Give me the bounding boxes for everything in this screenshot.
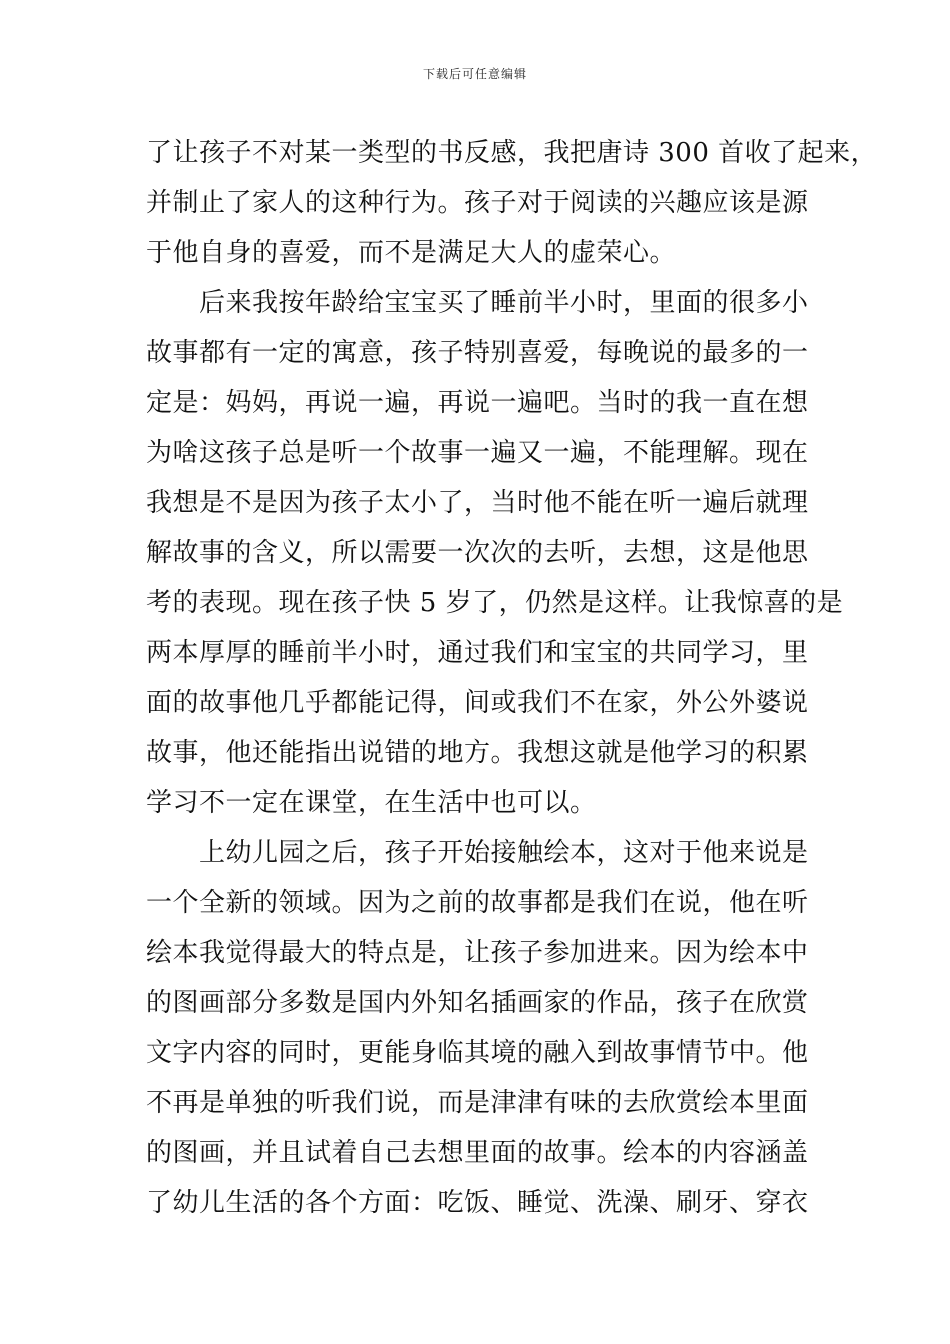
text-line: 定是：妈妈，再说一遍，再说一遍吧。当时的我一直在想 bbox=[146, 388, 809, 418]
text-line: 绘本我觉得最大的特点是，让孩子参加进来。因为绘本中 bbox=[146, 938, 809, 968]
text-line: 上幼儿园之后，孩子开始接触绘本，这对于他来说是 bbox=[146, 838, 809, 868]
text-line: 并制止了家人的这种行为。孩子对于阅读的兴趣应该是源 bbox=[146, 188, 809, 218]
text-line: 文字内容的同时，更能身临其境的融入到故事情节中。他 bbox=[146, 1038, 809, 1068]
text-line: 故事，他还能指出说错的地方。我想这就是他学习的积累 bbox=[146, 738, 809, 768]
text-line: 的图画部分多数是国内外知名插画家的作品，孩子在欣赏 bbox=[146, 988, 809, 1018]
page-header-note: 下载后可任意编辑 bbox=[422, 67, 527, 81]
text-line: 考的表现。现在孩子快 5 岁了，仍然是这样。让我惊喜的是 bbox=[146, 588, 844, 618]
text-line: 了让孩子不对某一类型的书反感，我把唐诗 300 首收了起来， bbox=[146, 138, 878, 168]
text-line: 我想是不是因为孩子太小了，当时他不能在听一遍后就理 bbox=[146, 488, 809, 518]
document-body bbox=[146, 128, 878, 1228]
text-line: 不再是单独的听我们说，而是津津有味的去欣赏绘本里面 bbox=[146, 1088, 809, 1118]
text-line: 一个全新的领域。因为之前的故事都是我们在说，他在听 bbox=[146, 888, 809, 918]
text-line: 了幼儿生活的各个方面：吃饭、睡觉、洗澡、刷牙、穿衣 bbox=[146, 1188, 809, 1218]
text-line: 故事都有一定的寓意，孩子特别喜爱，每晚说的最多的一 bbox=[146, 338, 809, 368]
text-line: 后来我按年龄给宝宝买了睡前半小时，里面的很多小 bbox=[146, 288, 809, 318]
text-line: 两本厚厚的睡前半小时，通过我们和宝宝的共同学习，里 bbox=[146, 638, 809, 668]
text-line: 学习不一定在课堂，在生活中也可以。 bbox=[146, 788, 597, 818]
text-line: 为啥这孩子总是听一个故事一遍又一遍，不能理解。现在 bbox=[146, 438, 809, 468]
text-line: 解故事的含义，所以需要一次次的去听，去想，这是他思 bbox=[146, 538, 809, 568]
text-line: 面的故事他几乎都能记得，间或我们不在家，外公外婆说 bbox=[146, 688, 809, 718]
text-line: 于他自身的喜爱，而不是满足大人的虚荣心。 bbox=[146, 238, 677, 268]
text-line: 的图画，并且试着自己去想里面的故事。绘本的内容涵盖 bbox=[146, 1138, 809, 1168]
